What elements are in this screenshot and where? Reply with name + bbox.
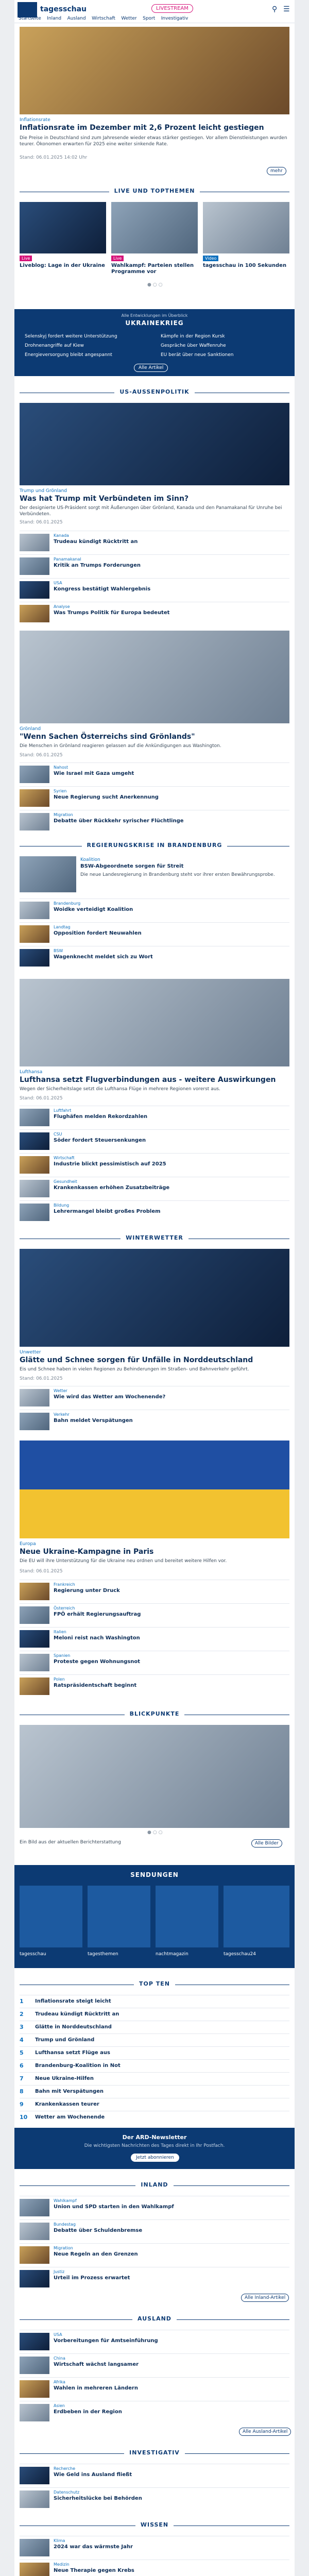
topten-headline[interactable]: Bahn mit Verspätungen: [35, 2089, 104, 2094]
livestream-badge[interactable]: LIVESTREAM: [151, 4, 193, 13]
list-item[interactable]: [20, 810, 289, 833]
row-topline: Luftfahrt: [54, 1108, 72, 1113]
row-headline[interactable]: Union und SPD starten in den Wahlkampf: [54, 2204, 174, 2210]
row-headline[interactable]: Wie Israel mit Gaza umgeht: [54, 771, 134, 776]
section-brandenburg: [14, 840, 295, 851]
list-item[interactable]: [20, 578, 289, 601]
row-headline[interactable]: FPÖ erhält Regierungsauftrag: [54, 1612, 141, 1617]
brandenburg-headline[interactable]: BSW-Abgeordnete sorgen für Streit: [80, 863, 184, 869]
thumbnail: [20, 1677, 49, 1695]
list-item[interactable]: [20, 1674, 289, 1698]
row-headline[interactable]: Krankenkassen erhöhen Zusatzbeiträge: [54, 1185, 170, 1191]
newsletter-title: Der ARD-Newsletter: [122, 2134, 187, 2141]
row-topline: Bundestag: [54, 2222, 76, 2227]
winter-headline[interactable]: Glätte und Schnee sorgen für Unfälle in Norddeutschland: [20, 1356, 253, 1364]
row-headline[interactable]: Trudeau kündigt Rücktritt an: [54, 539, 138, 545]
row-topline: Österreich: [54, 1606, 75, 1611]
thumbnail: [20, 1654, 49, 1671]
eu-teaser: Die EU will ihre Unterstützung für die Ukraine neu ordnen und bereitet weitere Hilfen vor.: [20, 1558, 227, 1564]
blickpunkte-image[interactable]: [20, 1725, 289, 1828]
carousel-dots[interactable]: ●○○: [147, 1830, 164, 1835]
thumbnail: [20, 766, 49, 783]
thumbnail: [20, 1156, 49, 1174]
ukraine-box: [14, 309, 295, 376]
newsletter-text: Die wichtigsten Nachrichten des Tages direkt in Ihr Postfach.: [84, 2143, 225, 2148]
thumbnail: [20, 2270, 49, 2287]
section-title: REGIERUNGSKRISE IN BRANDENBURG: [82, 841, 228, 850]
topten-rank: 4: [20, 2037, 24, 2043]
sendung-card[interactable]: [20, 1886, 82, 1947]
lead-image[interactable]: [20, 27, 289, 114]
eu-headline[interactable]: Neue Ukraine-Kampagne in Paris: [20, 1548, 154, 1556]
thumbnail: [20, 2404, 49, 2421]
row-topline: Wetter: [54, 1388, 67, 1393]
row-topline: Frankreich: [54, 1582, 75, 1587]
winter-meta: Stand: 06.01.2025: [20, 1376, 63, 1381]
topten-headline[interactable]: Lufthansa setzt Flüge aus: [35, 2050, 111, 2056]
eu-topline: Europa: [20, 1541, 36, 1547]
row-headline[interactable]: Industrie blickt pessimistisch auf 2025: [54, 1161, 166, 1167]
lead-headline[interactable]: Inflationsrate im Dezember mit 2,6 Prozent leicht gestiegen: [20, 124, 264, 132]
row-headline[interactable]: Sicherheitslücke bei Behörden: [54, 2496, 142, 2501]
nav-item[interactable]: Inland: [47, 16, 62, 21]
row-topline: Kanada: [54, 533, 69, 538]
greenland-image[interactable]: [20, 631, 289, 723]
section-title: WISSEN: [135, 2520, 174, 2529]
section-inland: [14, 2179, 295, 2191]
eu-image[interactable]: [20, 1440, 289, 1538]
list-item[interactable]: [20, 2219, 289, 2243]
thumbnail: [20, 925, 49, 943]
row-topline: Panamakanal: [54, 557, 81, 562]
list-item[interactable]: [20, 2560, 289, 2576]
lufthansa-meta: Stand: 06.01.2025: [20, 1096, 63, 1101]
list-item[interactable]: [20, 2267, 289, 2290]
row-topline: Syrien: [54, 789, 67, 793]
nav-item[interactable]: Ausland: [67, 16, 86, 21]
section-live: [14, 185, 295, 197]
row-topline: Datenschutz: [54, 2490, 80, 2495]
us-meta: Stand: 06.01.2025: [20, 520, 63, 525]
nav-item[interactable]: Sport: [143, 16, 156, 21]
section-ausland: [14, 2313, 295, 2325]
live-card-image[interactable]: [20, 202, 106, 253]
carousel-dots[interactable]: ●○○: [147, 282, 164, 287]
row-topline: Wirtschaft: [54, 1156, 75, 1160]
topten-item[interactable]: [20, 2021, 289, 2033]
row-headline[interactable]: Wie wird das Wetter am Wochenende?: [54, 1394, 166, 1400]
thumbnail: [20, 2223, 49, 2240]
eu-meta: Stand: 06.01.2025: [20, 1569, 63, 1574]
row-headline[interactable]: Regierung unter Druck: [54, 1588, 120, 1594]
thumbnail: [20, 1606, 49, 1624]
nav-item[interactable]: Investigativ: [161, 16, 188, 21]
inland-more-button[interactable]: Alle Inland-Artikel: [241, 2294, 289, 2302]
greenland-topline: Grönland: [20, 726, 41, 732]
thumbnail: [20, 813, 49, 831]
sendung-card[interactable]: [156, 1886, 218, 1947]
sendung-label[interactable]: tagesschau: [20, 1952, 46, 1957]
topten-rank: 8: [20, 2088, 24, 2095]
row-topline: Nahost: [54, 765, 68, 770]
list-item[interactable]: [20, 899, 289, 922]
section-title: INLAND: [135, 2180, 173, 2189]
topten-item[interactable]: [20, 2111, 289, 2124]
row-headline[interactable]: Neue Therapie gegen Krebs: [54, 2568, 134, 2573]
thumbnail: [20, 2490, 49, 2508]
row-headline[interactable]: Was Trumps Politik für Europa bedeutet: [54, 610, 170, 616]
thumbnail: [20, 581, 49, 599]
nav-item[interactable]: Wirtschaft: [92, 16, 115, 21]
sendungen-title: SENDUNGEN: [130, 1871, 179, 1878]
row-topline: USA: [54, 581, 62, 585]
list-item[interactable]: [20, 1177, 289, 1200]
row-headline[interactable]: Erdbeben in der Region: [54, 2409, 122, 2415]
thumbnail: [20, 2199, 49, 2216]
us-headline[interactable]: Was hat Trump mit Verbündeten im Sinn?: [20, 495, 189, 503]
ukraine-link[interactable]: Energieversorgung bleibt angespannt: [25, 352, 112, 358]
list-item[interactable]: [20, 531, 289, 554]
thumbnail: [20, 949, 49, 967]
topten-headline[interactable]: Krankenkassen teurer: [35, 2102, 99, 2107]
row-topline: Gesundheit: [54, 1179, 77, 1184]
thumbnail: [20, 2357, 49, 2374]
topten-headline[interactable]: Trudeau kündigt Rücktritt an: [35, 2011, 119, 2017]
ukraine-link[interactable]: Drohnenangriffe auf Kiew: [25, 343, 84, 348]
topten-rank: 2: [20, 2011, 24, 2018]
list-item[interactable]: [20, 1153, 289, 1176]
section-title: BLICKPUNKTE: [125, 1709, 185, 1718]
page: [14, 0, 295, 2576]
topten-item[interactable]: [20, 2046, 289, 2059]
list-item[interactable]: [20, 2377, 289, 2400]
winter-topline: Unwetter: [20, 1350, 41, 1355]
thumbnail: [20, 2380, 49, 2398]
list-item[interactable]: [20, 1580, 289, 1603]
list-item[interactable]: [20, 2464, 289, 2487]
section-winter: [14, 1232, 295, 1244]
us-topline: Trump und Grönland: [20, 488, 67, 494]
sendung-label[interactable]: nachtmagazin: [156, 1952, 188, 1957]
thumbnail: [20, 789, 49, 807]
row-headline[interactable]: Flughäfen melden Rekordzahlen: [54, 1114, 148, 1120]
row-topline: Migration: [54, 812, 73, 817]
ukraine-subtitle: Alle Entwicklungen im Überblick: [121, 313, 188, 318]
section-title: INVESTIGATIV: [124, 2448, 185, 2457]
greenland-teaser: Die Menschen in Grönland reagieren gelassen auf die Ankündigungen aus Washington.: [20, 743, 221, 749]
row-topline: CSU: [54, 1132, 62, 1137]
thumbnail: [20, 2246, 49, 2264]
live-card-title[interactable]: Liveblog: Lage in der Ukraine: [20, 263, 105, 268]
thumbnail: [20, 2333, 49, 2350]
thumbnail: [20, 902, 49, 919]
row-topline: Spanien: [54, 1653, 71, 1658]
row-headline[interactable]: Opposition fordert Neuwahlen: [54, 930, 142, 936]
us-teaser: Der designierte US-Präsident sorgt mit Äußerungen über Grönland, Kanada und den Panamakanal für Unruhe bei Verbündeten.: [20, 505, 282, 517]
row-headline[interactable]: Kongress bestätigt Wahlergebnis: [54, 586, 151, 592]
row-topline: BSW: [54, 948, 63, 953]
blickpunkte-caption: Ein Bild aus der aktuellen Berichterstattung: [20, 1840, 121, 1845]
section-blickpunkte: [14, 1708, 295, 1720]
topten-rank: 5: [20, 2049, 24, 2056]
ukraine-link[interactable]: Kämpfe in der Region Kursk: [161, 334, 225, 339]
greenland-meta: Stand: 06.01.2025: [20, 753, 63, 758]
row-topline: Afrika: [54, 2380, 65, 2384]
row-headline[interactable]: Neue Regierung sucht Anerkennung: [54, 794, 159, 800]
search-icon[interactable]: ⚲: [272, 5, 278, 13]
row-headline[interactable]: Wirtschaft wächst langsamer: [54, 2362, 139, 2367]
nav-item[interactable]: Startseite: [19, 16, 41, 21]
brandenburg-lead-image[interactable]: [20, 856, 76, 892]
topten-item[interactable]: [20, 2098, 289, 2111]
topten-headline[interactable]: Glätte in Norddeutschland: [35, 2024, 112, 2030]
thumbnail: [20, 2539, 49, 2556]
live-card-image[interactable]: [203, 202, 289, 253]
row-topline: USA: [54, 2332, 62, 2337]
row-topline: China: [54, 2356, 65, 2361]
section-investigativ: [14, 2447, 295, 2459]
ukraine-title: UKRAINEKRIEG: [125, 319, 184, 327]
row-headline[interactable]: Bahn meldet Verspätungen: [54, 1418, 133, 1423]
row-headline[interactable]: 2024 war das wärmste Jahr: [54, 2544, 133, 2550]
list-item[interactable]: [20, 1129, 289, 1153]
nav-item[interactable]: Wetter: [121, 16, 137, 21]
row-topline: Recherche: [54, 2466, 76, 2471]
live-chip: Live: [20, 256, 32, 261]
winter-image[interactable]: [20, 1249, 289, 1347]
lufthansa-headline[interactable]: Lufthansa setzt Flugverbindungen aus - weitere Auswirkungen: [20, 1076, 276, 1084]
topten-item[interactable]: [20, 2072, 289, 2085]
row-headline[interactable]: Urteil im Prozess erwartet: [54, 2275, 130, 2281]
row-topline: Landtag: [54, 925, 71, 929]
live-card-image[interactable]: [111, 202, 198, 253]
thumbnail: [20, 534, 49, 551]
list-item[interactable]: [20, 1106, 289, 1129]
list-item[interactable]: [20, 762, 289, 786]
site-header: [14, 0, 295, 23]
row-topline: Verkehr: [54, 1412, 70, 1417]
row-headline[interactable]: Wie Geld ins Ausland fließt: [54, 2472, 132, 2478]
list-item[interactable]: [20, 786, 289, 809]
topten-item[interactable]: [20, 2008, 289, 2021]
lead-more-link[interactable]: mehr: [267, 167, 286, 175]
main-nav: [14, 14, 295, 22]
thumbnail: [20, 1583, 49, 1600]
row-headline[interactable]: Ratspräsidentschaft beginnt: [54, 1683, 137, 1688]
section-title: WINTERWETTER: [121, 1233, 188, 1242]
lead-teaser: Die Preise in Deutschland sind zum Jahresende wieder etwas stärker gestiegen. Vor allem Dienstleistungen wurden teurer. Ökonomen erwarten für 2025 eine weiter sinkende Rate.: [20, 135, 287, 147]
sendung-label[interactable]: tagesthemen: [88, 1952, 118, 1957]
row-headline[interactable]: Debatte über Rückkehr syrischer Flüchtlinge: [54, 818, 184, 824]
row-topline: Justiz: [54, 2269, 65, 2274]
list-item[interactable]: [20, 1603, 289, 1626]
list-item[interactable]: [20, 2487, 289, 2511]
ukraine-link[interactable]: EU berät über neue Sanktionen: [161, 352, 234, 358]
topten-rank: 7: [20, 2075, 24, 2082]
section-topten: [14, 1978, 295, 1990]
row-headline[interactable]: Vorbereitungen für Amtseinführung: [54, 2338, 158, 2344]
sendung-card[interactable]: [88, 1886, 150, 1947]
row-topline: Bildung: [54, 1203, 70, 1208]
topten-rank: 6: [20, 2062, 24, 2069]
winter-teaser: Eis und Schnee haben in vielen Regionen zu Behinderungen im Straßen- und Bahnverkehr geführt.: [20, 1367, 249, 1372]
list-item[interactable]: [20, 946, 289, 969]
row-topline: Brandenburg: [54, 901, 81, 906]
newsletter-button[interactable]: Jetzt abonnieren: [131, 2154, 179, 2162]
list-item[interactable]: [20, 554, 289, 578]
topten-headline[interactable]: Brandenburg-Koalition in Not: [35, 2063, 121, 2069]
newsletter-box: [14, 2128, 295, 2169]
thumbnail: [20, 1204, 49, 1221]
section-title: LIVE UND TOPTHEMEN: [109, 187, 200, 195]
list-item[interactable]: [20, 1627, 289, 1650]
topten-headline[interactable]: Neue Ukraine-Hilfen: [35, 2076, 94, 2081]
list-item[interactable]: [20, 1200, 289, 1224]
ausland-more-button[interactable]: Alle Ausland-Artikel: [239, 2428, 291, 2436]
brand-name[interactable]: tagesschau: [40, 5, 87, 13]
list-item[interactable]: [20, 2536, 289, 2559]
row-topline: Italien: [54, 1630, 66, 1634]
thumbnail: [20, 605, 49, 622]
list-item[interactable]: [20, 2196, 289, 2219]
live-card-title[interactable]: Wahlkampf: Parteien stellen Programme vor: [111, 263, 194, 275]
list-item[interactable]: [20, 1386, 289, 1409]
list-item[interactable]: [20, 2401, 289, 2424]
topten-rank: 3: [20, 2024, 24, 2030]
ukraine-more-button[interactable]: Alle Artikel: [134, 364, 168, 372]
section-title: TOP TEN: [134, 1979, 175, 1988]
section-us: [14, 386, 295, 398]
live-card-title[interactable]: tagesschau in 100 Sekunden: [203, 263, 287, 268]
row-topline: Asien: [54, 2403, 65, 2408]
thumbnail: [20, 1132, 49, 1150]
topten-headline[interactable]: Trump und Grönland: [35, 2037, 95, 2043]
row-headline[interactable]: Proteste gegen Wohnungsnot: [54, 1659, 141, 1665]
row-headline[interactable]: Kritik an Trumps Forderungen: [54, 563, 141, 568]
lead-meta: Stand: 06.01.2025 14:02 Uhr: [20, 155, 88, 160]
row-headline[interactable]: Wagenknecht meldet sich zu Wort: [54, 954, 153, 960]
topten-rank: 10: [20, 2114, 28, 2121]
topten-item[interactable]: [20, 2059, 289, 2072]
topten-item[interactable]: [20, 1995, 289, 2008]
row-topline: Analyse: [54, 604, 70, 609]
thumbnail: [20, 1413, 49, 1430]
thumbnail: [20, 1389, 49, 1406]
topten-rank: 9: [20, 2101, 24, 2108]
sendungen-box: [14, 1865, 295, 1968]
live-chip: Live: [111, 256, 124, 261]
thumbnail: [20, 2467, 49, 2484]
lead-topline: Inflationsrate: [20, 117, 50, 123]
brandenburg-teaser: Die neue Landesregierung in Brandenburg steht vor ihrer ersten Bewährungsprobe.: [80, 872, 275, 877]
brandenburg-topline: Koalition: [80, 857, 100, 862]
list-item[interactable]: [20, 602, 289, 625]
thumbnail: [20, 557, 49, 575]
list-item[interactable]: [20, 2330, 289, 2353]
row-topline: Migration: [54, 2246, 73, 2250]
lufthansa-topline: Lufthansa: [20, 1070, 43, 1075]
topten-rank: 1: [20, 1998, 24, 2005]
section-title: AUSLAND: [132, 2314, 177, 2323]
us-lead-image[interactable]: [20, 403, 289, 485]
row-headline[interactable]: Neue Regeln an den Grenzen: [54, 2251, 138, 2257]
row-headline[interactable]: Söder fordert Steuersenkungen: [54, 1138, 146, 1143]
topten-item[interactable]: [20, 2085, 289, 2098]
thumbnail: [20, 1180, 49, 1197]
ukraine-link[interactable]: Selenskyj fordert weitere Unterstützung: [25, 334, 117, 339]
thumbnail: [20, 1109, 49, 1126]
topten-headline[interactable]: Wetter am Wochenende: [35, 2114, 105, 2120]
list-item[interactable]: [20, 922, 289, 945]
row-headline[interactable]: Meloni reist nach Washington: [54, 1635, 140, 1641]
list-item[interactable]: [20, 2243, 289, 2266]
list-item[interactable]: [20, 2353, 289, 2377]
sendung-label[interactable]: tagesschau24: [224, 1952, 256, 1957]
list-item[interactable]: [20, 1651, 289, 1674]
row-topline: Medizin: [54, 2562, 70, 2567]
row-topline: Klima: [54, 2538, 65, 2543]
topten-headline[interactable]: Inflationsrate steigt leicht: [35, 1998, 111, 2004]
row-headline[interactable]: Wahlen in mehreren Ländern: [54, 2385, 138, 2391]
row-topline: Polen: [54, 1677, 65, 1682]
ukraine-link[interactable]: Gespräche über Waffenruhe: [161, 343, 226, 348]
video-chip: Video: [203, 256, 218, 261]
lufthansa-teaser: Wegen der Sicherheitslage setzt die Lufthansa Flüge in mehrere Regionen vorerst aus.: [20, 1087, 220, 1092]
thumbnail: [20, 2563, 49, 2576]
greenland-headline[interactable]: "Wenn Sachen Österreichs sind Grönlands": [20, 733, 195, 741]
section-title: US-AUSSENPOLITIK: [114, 387, 194, 396]
sendung-card[interactable]: [224, 1886, 289, 1947]
thumbnail: [20, 1630, 49, 1648]
section-wissen: [14, 2519, 295, 2531]
list-item[interactable]: [20, 1410, 289, 1433]
menu-icon[interactable]: ☰: [283, 5, 290, 13]
row-headline[interactable]: Woidke verteidigt Koalition: [54, 907, 133, 912]
row-headline[interactable]: Lehrermangel bleibt großes Problem: [54, 1209, 161, 1214]
lufthansa-image[interactable]: [20, 979, 289, 1066]
row-headline[interactable]: Debatte über Schuldenbremse: [54, 2228, 143, 2233]
topten-item[interactable]: [20, 2033, 289, 2046]
row-topline: Wahlkampf: [54, 2198, 77, 2203]
blickpunkte-more-button[interactable]: Alle Bilder: [251, 1839, 282, 1848]
